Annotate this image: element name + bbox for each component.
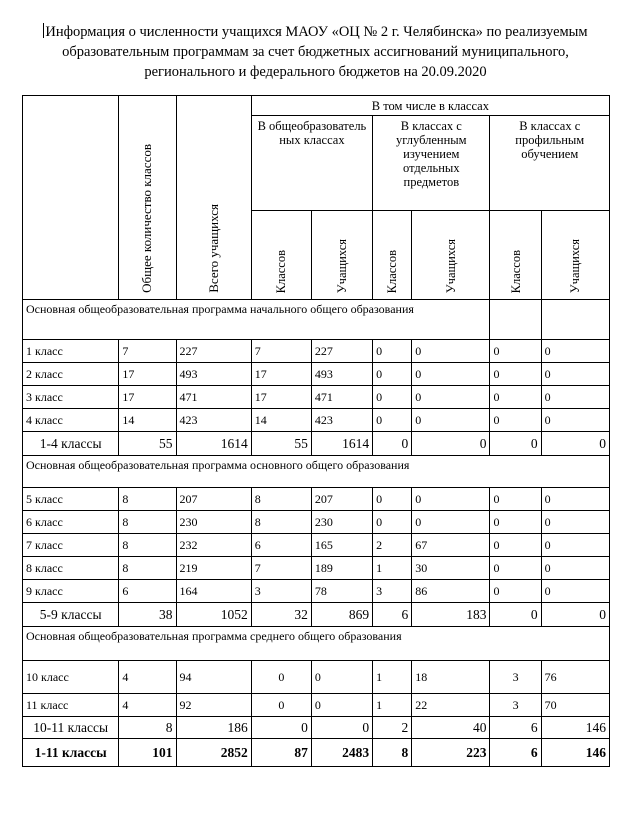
row-value: 0 [490, 580, 541, 603]
subtotal-value: 0 [490, 432, 541, 456]
header-group-general: В общеобразователь ных классах [251, 116, 372, 211]
row-value: 0 [541, 363, 609, 386]
row-value: 0 [541, 488, 609, 511]
header-advanced-classes: Классов [373, 211, 412, 300]
subtotal-label: 10-11 классы [23, 717, 119, 739]
row-value: 0 [412, 488, 490, 511]
row-value: 8 [119, 557, 176, 580]
row-value: 4 [119, 694, 176, 717]
row-value: 207 [176, 488, 251, 511]
subtotal-row [23, 432, 610, 456]
row-value: 0 [311, 661, 372, 694]
total-value: 6 [490, 739, 541, 767]
row-value: 8 [251, 488, 311, 511]
total-label: 1-11 классы [23, 739, 119, 767]
row-value: 92 [176, 694, 251, 717]
row-value: 0 [490, 409, 541, 432]
row-value: 0 [490, 340, 541, 363]
total-value: 2852 [176, 739, 251, 767]
section-row [23, 627, 610, 661]
row-value: 17 [251, 363, 311, 386]
row-value: 471 [176, 386, 251, 409]
row-value: 230 [311, 511, 372, 534]
row-value: 0 [311, 694, 372, 717]
header-group-profile: В классах с профильным обучением [490, 116, 610, 211]
subtotal-value: 8 [119, 717, 176, 739]
table-row [23, 363, 610, 386]
row-label: 5 класс [23, 488, 119, 511]
total-value: 2483 [311, 739, 372, 767]
header-total-classes: Общее количество классов [119, 96, 176, 300]
table-row [23, 488, 610, 511]
row-value: 17 [119, 363, 176, 386]
row-value: 232 [176, 534, 251, 557]
row-value: 6 [119, 580, 176, 603]
table-row [23, 694, 610, 717]
row-value: 3 [490, 694, 541, 717]
row-value: 189 [311, 557, 372, 580]
row-value: 0 [490, 511, 541, 534]
row-value: 3 [373, 580, 412, 603]
header-general-students: Учащихся [311, 211, 372, 300]
row-value: 493 [311, 363, 372, 386]
subtotal-value: 38 [119, 603, 176, 627]
row-value: 14 [251, 409, 311, 432]
row-value: 2 [373, 534, 412, 557]
row-value: 7 [251, 557, 311, 580]
header-including: В том числе в классах [251, 96, 609, 116]
row-label: 1 класс [23, 340, 119, 363]
table-body [23, 300, 610, 767]
subtotal-value: 0 [541, 603, 609, 627]
row-value: 227 [311, 340, 372, 363]
subtotal-value: 0 [311, 717, 372, 739]
row-value: 7 [251, 340, 311, 363]
row-value: 70 [541, 694, 609, 717]
subtotal-value: 1614 [176, 432, 251, 456]
total-value: 101 [119, 739, 176, 767]
row-value: 0 [251, 661, 311, 694]
row-value: 0 [412, 340, 490, 363]
row-value: 227 [176, 340, 251, 363]
table-row [23, 580, 610, 603]
row-value: 207 [311, 488, 372, 511]
subtotal-value: 6 [490, 717, 541, 739]
header-general-classes: Классов [251, 211, 311, 300]
subtotal-value: 183 [412, 603, 490, 627]
row-value: 0 [541, 386, 609, 409]
row-value: 0 [373, 340, 412, 363]
row-value: 423 [176, 409, 251, 432]
total-value: 8 [373, 739, 412, 767]
row-value: 0 [490, 534, 541, 557]
subtotal-value: 869 [311, 603, 372, 627]
row-value: 1 [373, 557, 412, 580]
header-group-advanced: В классах с углубленным изучением отдельных предметов [373, 116, 490, 211]
header-total-students: Всего учащихся [176, 96, 251, 300]
row-value: 0 [373, 386, 412, 409]
subtotal-row [23, 717, 610, 739]
subtotal-value: 6 [373, 603, 412, 627]
subtotal-value: 146 [541, 717, 609, 739]
row-value: 0 [541, 511, 609, 534]
total-value: 223 [412, 739, 490, 767]
total-value: 87 [251, 739, 311, 767]
subtotal-value: 55 [251, 432, 311, 456]
row-value: 0 [373, 511, 412, 534]
row-value: 0 [412, 511, 490, 534]
row-value: 1 [373, 661, 412, 694]
row-value: 86 [412, 580, 490, 603]
row-value: 0 [251, 694, 311, 717]
subtotal-value: 1052 [176, 603, 251, 627]
subtotal-value: 0 [373, 432, 412, 456]
header-corner [23, 96, 119, 300]
row-value: 0 [412, 386, 490, 409]
row-value: 0 [373, 488, 412, 511]
row-value: 493 [176, 363, 251, 386]
section-title: Основная общеобразовательная программа основного общего образования [23, 456, 610, 488]
row-value: 17 [119, 386, 176, 409]
row-value: 219 [176, 557, 251, 580]
subtotal-value: 55 [119, 432, 176, 456]
row-value: 0 [541, 534, 609, 557]
row-value: 0 [373, 363, 412, 386]
row-value: 76 [541, 661, 609, 694]
row-value: 471 [311, 386, 372, 409]
subtotal-value: 1614 [311, 432, 372, 456]
row-value: 8 [119, 511, 176, 534]
table-row [23, 557, 610, 580]
row-value: 18 [412, 661, 490, 694]
row-value: 423 [311, 409, 372, 432]
row-value: 14 [119, 409, 176, 432]
row-value: 7 [119, 340, 176, 363]
document-title: Информация о численности учащихся МАОУ «ОЦ № 2 г. Челябинска» по реализуемым образовательным программам за счет бюджетных ассигнований муниципального, регионального и федерального бюджетов на 20.09.2020 [45, 24, 588, 80]
subtotal-row [23, 603, 610, 627]
row-value: 0 [490, 363, 541, 386]
row-value: 0 [490, 488, 541, 511]
row-value: 3 [490, 661, 541, 694]
row-value: 8 [251, 511, 311, 534]
section-title: Основная общеобразовательная программа среднего общего образования [23, 627, 610, 661]
section-empty-cell [490, 300, 541, 340]
section-row [23, 300, 610, 340]
row-value: 4 [119, 661, 176, 694]
row-value: 6 [251, 534, 311, 557]
row-value: 0 [541, 557, 609, 580]
students-table [22, 95, 610, 767]
total-value: 146 [541, 739, 609, 767]
row-value: 0 [412, 363, 490, 386]
header-profile-students: Учащихся [541, 211, 609, 300]
subtotal-label: 1-4 классы [23, 432, 119, 456]
subtotal-value: 186 [176, 717, 251, 739]
table-row [23, 386, 610, 409]
row-value: 78 [311, 580, 372, 603]
table-row [23, 534, 610, 557]
row-value: 0 [373, 409, 412, 432]
row-value: 1 [373, 694, 412, 717]
subtotal-value: 0 [251, 717, 311, 739]
row-value: 94 [176, 661, 251, 694]
row-label: 3 класс [23, 386, 119, 409]
section-title: Основная общеобразовательная программа начального общего образования [23, 300, 490, 340]
subtotal-value: 0 [541, 432, 609, 456]
row-value: 0 [490, 557, 541, 580]
row-label: 6 класс [23, 511, 119, 534]
row-value: 8 [119, 488, 176, 511]
table-row [23, 340, 610, 363]
header-advanced-students: Учащихся [412, 211, 490, 300]
row-value: 8 [119, 534, 176, 557]
total-row [23, 739, 610, 767]
subtotal-value: 0 [490, 603, 541, 627]
row-value: 0 [412, 409, 490, 432]
subtotal-value: 32 [251, 603, 311, 627]
row-value: 0 [541, 409, 609, 432]
row-value: 3 [251, 580, 311, 603]
table-row [23, 511, 610, 534]
row-value: 0 [490, 386, 541, 409]
subtotal-value: 0 [412, 432, 490, 456]
subtotal-value: 40 [412, 717, 490, 739]
row-value: 164 [176, 580, 251, 603]
row-value: 67 [412, 534, 490, 557]
table-row [23, 409, 610, 432]
row-label: 10 класс [23, 661, 119, 694]
row-label: 9 класс [23, 580, 119, 603]
row-label: 7 класс [23, 534, 119, 557]
subtotal-label: 5-9 классы [23, 603, 119, 627]
row-value: 0 [541, 580, 609, 603]
section-row [23, 456, 610, 488]
row-value: 0 [541, 340, 609, 363]
subtotal-value: 2 [373, 717, 412, 739]
row-label: 2 класс [23, 363, 119, 386]
row-value: 22 [412, 694, 490, 717]
row-label: 4 класс [23, 409, 119, 432]
header-profile-classes: Классов [490, 211, 541, 300]
table-row [23, 661, 610, 694]
section-empty-cell [541, 300, 609, 340]
row-label: 8 класс [23, 557, 119, 580]
row-value: 165 [311, 534, 372, 557]
row-label: 11 класс [23, 694, 119, 717]
row-value: 230 [176, 511, 251, 534]
row-value: 17 [251, 386, 311, 409]
row-value: 30 [412, 557, 490, 580]
